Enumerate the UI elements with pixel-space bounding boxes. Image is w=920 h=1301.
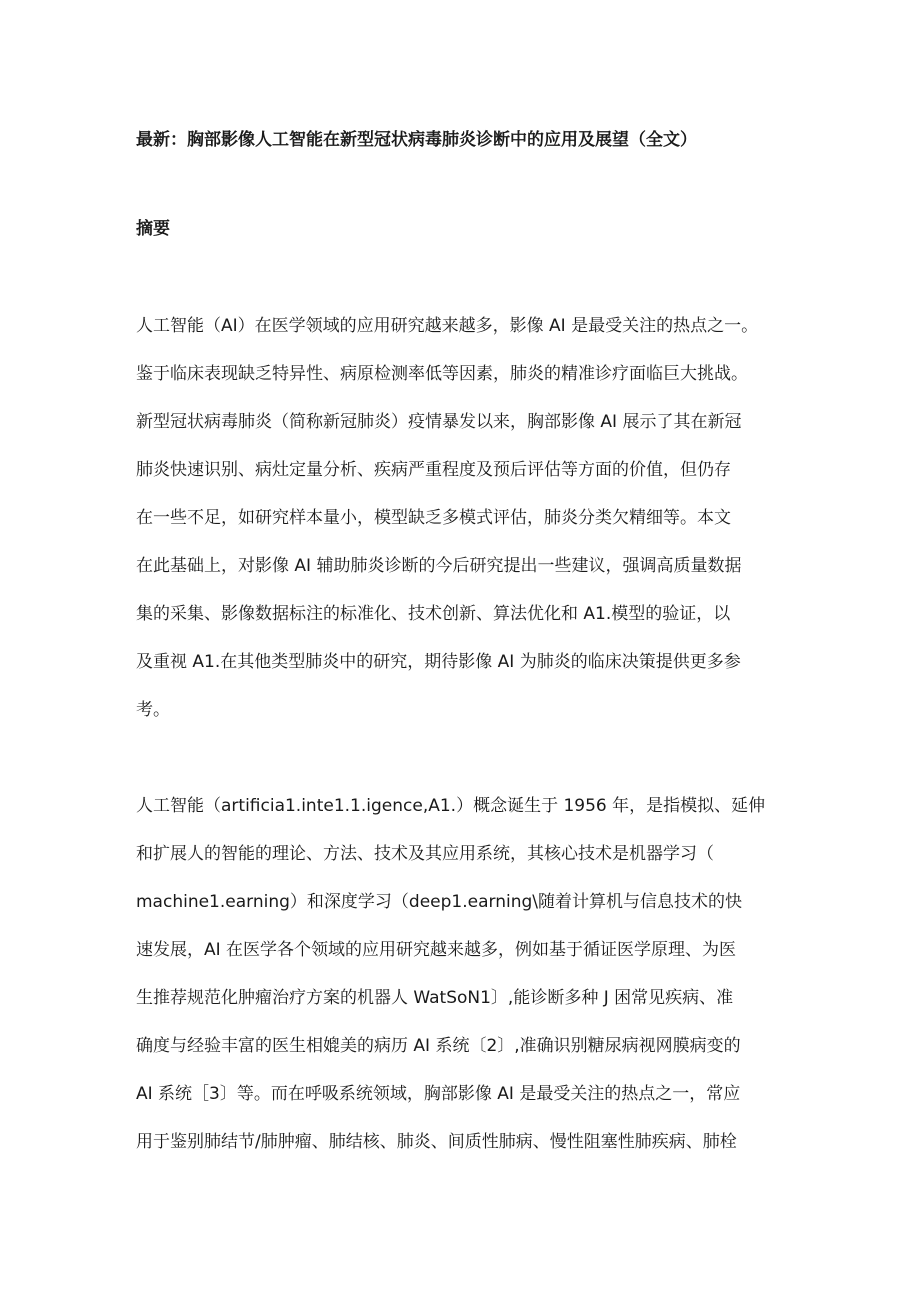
text-line: 人工智能（artificia1.inte1.1.igence,A1.）概念诞生于 1956 年，是指模拟、延伸 (136, 796, 766, 816)
abstract-heading: 摘要 (136, 219, 170, 239)
text-line: 鉴于临床表现缺乏特异性、病原检测率低等因素，肺炎的精准诊疗面临巨大挑战。 (136, 364, 748, 384)
body-paragraph (136, 782, 796, 1166)
text-line: 考。 (136, 700, 170, 720)
text-line: machine1.earning）和深度学习（deep1.earning\随着计算机与信息技术的快 (136, 892, 742, 912)
text-line: 及重视 A1.在其他类型肺炎中的研究，期待影像 AI 为肺炎的临床决策提供更多参 (136, 652, 741, 672)
text-line: 在一些不足，如研究样本量小，模型缺乏多模式评估，肺炎分类欠精细等。本文 (136, 508, 731, 528)
text-line: 新型冠状病毒肺炎（简称新冠肺炎）疫情暴发以来，胸部影像 AI 展示了其在新冠 (136, 412, 742, 432)
text-line: AI 系统［3〕等。而在呼吸系统领域，胸部影像 AI 是最受关注的热点之一，常应 (136, 1084, 741, 1104)
text-line: 人工智能（AI）在医学领域的应用研究越来越多，影像 AI 是最受关注的热点之一。 (136, 316, 759, 336)
text-line: 集的采集、影像数据标注的标准化、技术创新、算法优化和 A1.模型的验证，以 (136, 604, 731, 624)
text-line: 和扩展人的智能的理论、方法、技术及其应用系统，其核心技术是机器学习（ (136, 844, 714, 864)
text-line: 速发展，AI 在医学各个领域的应用研究越来越多，例如基于循证医学原理、为医 (136, 940, 737, 960)
text-line: 确度与经验丰富的医生相媲美的病历 AI 系统〔2〕,准确识别糖尿病视网膜病变的 (136, 1036, 741, 1056)
text-line: 生推荐规范化肿瘤治疗方案的机器人 WatSoN1〕,能诊断多种 J 困常见疾病、准 (136, 988, 734, 1008)
document-title: 最新：胸部影像人工智能在新型冠状病毒肺炎诊断中的应用及展望（全文） (136, 130, 697, 150)
text-line: 用于鉴别肺结节/肺肿瘤、肺结核、肺炎、间质性肺病、慢性阻塞性肺疾病、肺栓 (136, 1132, 737, 1152)
abstract-paragraph (136, 302, 796, 734)
text-line: 在此基础上，对影像 AI 辅助肺炎诊断的今后研究提出一些建议，强调高质量数据 (136, 556, 742, 576)
text-line: 肺炎快速识别、病灶定量分析、疾病严重程度及预后评估等方面的价值，但仍存 (136, 460, 731, 480)
